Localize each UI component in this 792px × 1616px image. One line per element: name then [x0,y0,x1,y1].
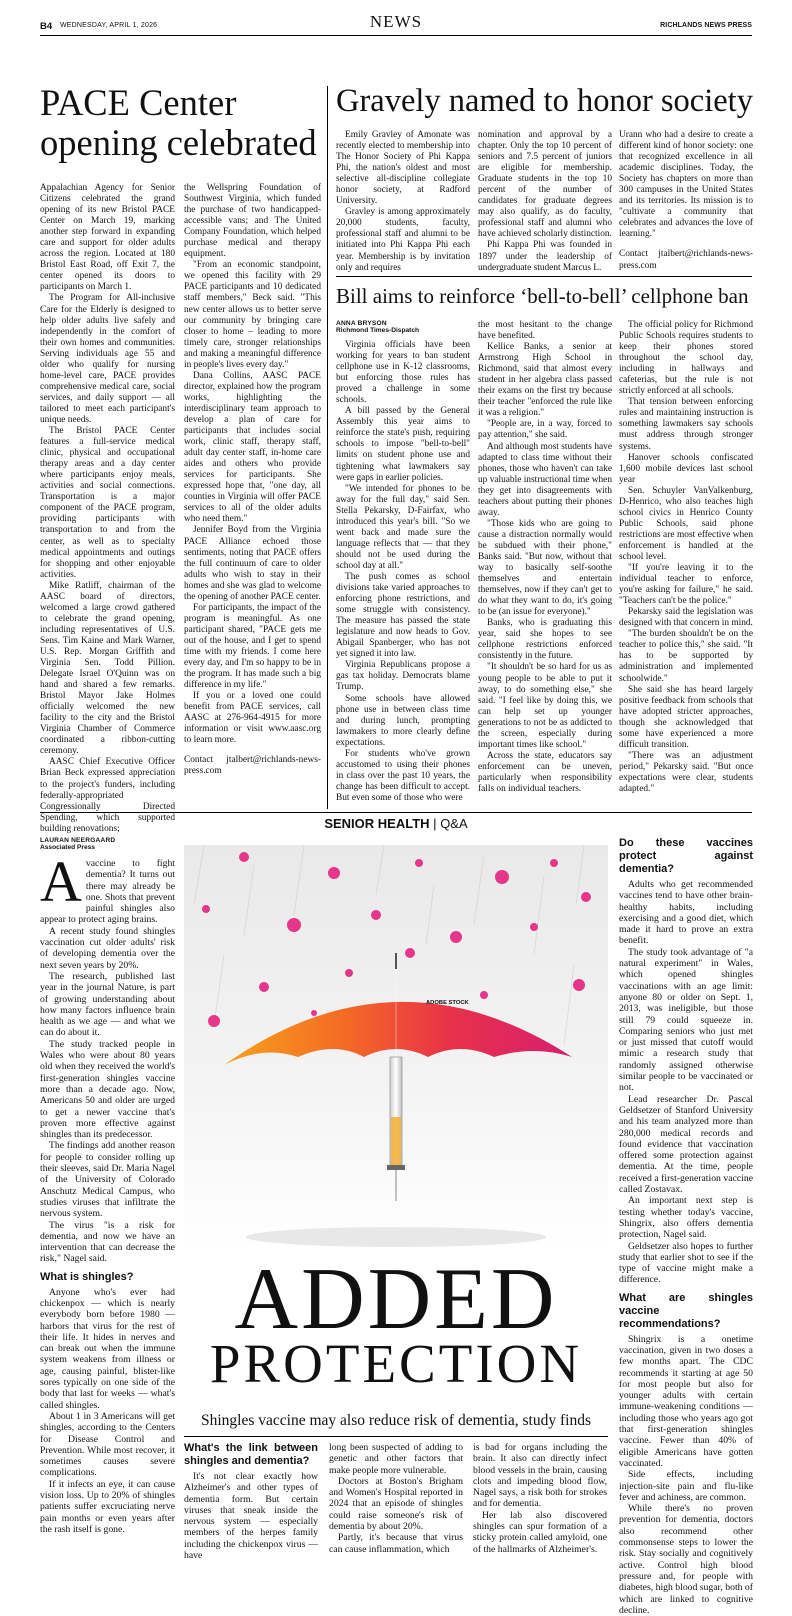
paragraph: The official policy for Richmond Public Schools requires students to keep their phones stored throughout the school day, including in hallways and cafeterias, but the rule is not strictly enforced at all schools. [619,320,753,397]
paragraph: Shingrix is a onetime vaccination, given in two doses a few months apart. The CDC recommends it starting at age 50 for most people but also for younger adults with certain immune-weakening conditions — including those who years ago got that first-generation shingles vaccine. Fewer than 40% of eligible Americans have gotten vaccinated. [619,1333,753,1469]
paragraph: Gravley is among approximately 20,000 students, faculty, professional staff and alumni to be initiated into Phi Kappa Phi each year. Membership is by invitation only and requires [336,207,470,273]
byline-name: LAURAN NEERGAARD [40,837,116,844]
paragraph: Across the state, educators say enforcement can be uneven, particularly when responsibility falls on individual teachers. [478,750,612,794]
photo-credit: ADOBE STOCK [426,1000,469,1006]
page-number: B4 [40,21,53,32]
newspaper-name: RICHLANDS NEWS PRESS [660,22,752,29]
paragraph: Lead researcher Dr. Pascal Geldsetzer of Stanford University and his team analyzed more than 280,000 medical records and found evidence that vaccination offered some protection against dementia. At the time, people received a first-generation vaccine called Zostavax. [619,1093,753,1196]
paragraph: That tension between enforcing rules and maintaining instruction is something lawmakers say schools must address through stronger systems. [619,397,753,452]
paragraph: The research, published last year in the journal Nature, is part of growing understanding about how many factors influence brain health as we age — and what we can do about it. [40,970,175,1039]
photo-illustration [184,845,608,1251]
lead-text: vaccine to fight dementia? It turns out there may already be one. Shots that prevent painful shingles also appear to protect aging brains. [40,858,175,926]
paragraph: long been suspected of adding to genetic and other factors that make people more vulnerable. [329,1442,463,1476]
paragraph: A recent study found shingles vaccination cut older adults' risk of developing dementia over the next seven years by 20%. [40,925,175,971]
paragraph: Hanover schools confiscated 1,600 mobile devices last school year [619,452,753,485]
paragraph: "People are, in a way, forced to pay attention," she said. [478,419,612,441]
paragraph: Dana Collins, AASC PACE director, explained how the program works, highlighting the interdisciplinary team approach to develop a plan of care for participants that includes social work, clinic staff, therapy staff, adult day center staff, in-home care aides and others who provide services for participants. She expressed hope that, "one day, all counties in Virginia will offer PACE services to all of the older adults who need them." [184,370,321,525]
paragraph: The push comes as school divisions take varied approaches to enforcing phone restrictions, and some struggle with consistency. The measure has passed the state legislature and now heads to Gov. Abigail Spanberger, who has not yet signed it into law. [336,571,470,660]
paragraph: nomination and approval by a chapter. Only the top 10 percent of seniors and 7.5 percent of juniors are eligible for membership. Graduate students in the top 10 percent of the number of candidates for graduate degrees may also qualify, as do faculty, professional staff and alumni who have achieved scholarly distinction. [478,130,612,240]
paragraph: Jennifer Boyd from the Virginia PACE Alliance echoed those sentiments, noting that PACE offers the full continuum of care to older adults who wish to stay in their homes and she was glad to welcome the opening of another PACE center. [184,525,321,602]
lead-paragraph [40,849,175,926]
pace-column-1 [40,183,175,835]
paragraph: Banks, who is graduating this year, said she hopes to see cellphone restrictions enforced consistently in the future. [478,618,612,662]
paragraph: Geldsetzer also hopes to further study that earlier shot to see if the type of vaccine might make a difference. [619,1240,753,1286]
section-title: NEWS [369,12,423,31]
paragraph: "The burden shouldn't be on the teacher to police this," she said. "It has to be supported by administration and implemented schoolwide." [619,629,753,684]
paragraph: It's not clear exactly how Alzheimer's and other types of dementia form. But certain viruses that sneak inside the nervous system — especially members of the herpes family including the chickenpox virus — have [184,1471,318,1562]
feature-headline-line-2: PROTECTION [209,1333,583,1394]
bill-column-1 [336,340,470,804]
paragraph: Mike Ratliff, chairman of the AASC board of directors, welcomed a large crowd gathered to celebrate the grand opening, including representatives of U.S. Sens. Tim Kaine and Mark Warner, U.S. Rep. Morgan Griffith and Virginia Sen. Todd Pillion. Delegate Israel O'Quinn was on hand and shared a few remarks. Bristol Mayor Jake Holmes officially welcomed the new facility to the city and the Bristol Virginia Chamber of Commerce coordinated a ribbon-cutting ceremony. [40,580,175,757]
contact-line: Contact jtalbert@richlands-news-press.com [184,755,321,777]
pace-column-2 [184,183,321,777]
bill-column-3 [619,320,753,795]
paragraph: The Bristol PACE Center features a full-service medical clinic, physical and occupational therapy areas and a day center where participants enjoy meals, activities and social connections. Transportation is a major component of the PACE program, providing participants with transportation to and from the center, as well as to specialty medical appointments and outings for shopping and other enjoyable activities. [40,426,175,580]
paragraph: The study tracked people in Wales who were about 80 years old when they received the world's first-generation shingles vaccine more than a decade ago. Now, Americans 50 and older are urged to get a newer vaccine that's proven more effective against shingles than its predecessor. [40,1038,175,1141]
page-date: WEDNESDAY, APRIL 1, 2026 [60,22,158,29]
paragraph: For students who've grown accustomed to using their phones in class over the past 10 years, the change has been difficult to accept. But even some of those who were [336,748,470,803]
contact-line: Contact jtalbert@richlands-news-press.com [619,249,753,271]
q2-column-1 [184,1440,318,1561]
paragraph: Doctors at Boston's Brigham and Women's Hospital reported in 2024 that an episode of shingles could raise someone's risk of dementia by about 20%. [329,1475,463,1533]
paragraph: For participants, the impact of the program is meaningful. As one participant shared, "PACE gets me out of the house, and I get to spend time with my friends. I come here every day, and I'm so happy to be in the program. It has made such a big difference in my life." [184,602,321,691]
column-divider [327,86,328,809]
section-divider [40,812,752,813]
story-divider [336,276,752,277]
paragraph: Sen. Schuyler VanValkenburg, D-Henrico, who also teaches high school civics in Henrico County Public Schools, said phone restrictions are most effective when enforcement is handled at the school level. [619,485,753,562]
paragraph: AASC Chief Executive Officer Brian Beck expressed appreciation to the project's funders, including federally-appropriated Congressionally Directed Spending, which supported building renovations; [40,757,175,834]
paragraph: Pekarsky said the legislation was designed with that concern in mind. [619,607,753,629]
bill-headline: Bill aims to reinforce ‘bell-to-bell’ cellphone ban [336,284,749,308]
paragraph: "We intended for phones to be away for the full day," said Sen. Stella Pekarsky, D-Fairfax, who introduced this year's bill. "So we went back and made sure the language reflects that — that they should not be used during the school day at all." [336,483,470,571]
masthead [40,10,752,36]
paragraph: "If you're leaving it to the individual teacher to enforce, you're asking for failure," he said. "Teachers can't be the police." [619,563,753,607]
question-heading: What's the link between shingles and dementia? [184,1442,318,1467]
senior-health-label [0,816,792,831]
q2-column-3 [473,1442,607,1555]
paragraph: And although most students have adapted to class time without their phones, those who haven't can take up valuable instructional time when they get into disagreements with teachers about putting their phones away. [478,441,612,518]
paragraph: Anyone who's ever had chickenpox — which is nearly everybody born before 1980 — harbors that virus for the rest of their life. It hides in nerves and can break out when the immune system weakens from illness or age, causing painful, blister-like sores typically on one side of the body that last for weeks — what's called shingles. [40,1286,175,1411]
paragraph: Urann who had a desire to create a different kind of honor society: one that recognized excellence in all academic disciplines. Today, the Society has chapters on more than 300 campuses in the United States and its territories. Its mission is to "cultivate a community that celebrates and advances the love of learning." [619,130,753,240]
paragraph: Emily Gravley of Amonate was recently elected to membership into The Honor Society of Phi Kappa Phi, the nation's oldest and most selective all-discipline collegiate honor society, at Radford University. [336,130,470,207]
paragraph: Adults who get recommended vaccines tend to have other brain-healthy habits, including exercising and a good diet, which made it hard to prove an extra benefit. [619,879,753,947]
paragraph: Her lab also discovered shingles can spur formation of a sticky protein called amyloid, one of the hallmarks of Alzheimer's. [473,1509,607,1555]
senior-left-column [40,849,175,1535]
paragraph: "From an economic standpoint, we opened this facility with 29 PACE participants and 10 dedicated staff members," Beck said. "This new center allows us to better serve our community by bringing care closer to home – leading to more timely care, stronger relationships and making a meaningful difference in people's lives every day." [184,260,321,370]
question-heading: Do these vaccines protect against dementia? [619,837,753,875]
tagline-rule [184,1436,608,1437]
question-heading: What are shingles vaccine recommendations? [619,1291,753,1330]
feature-tagline: Shingles vaccine may also reduce risk of dementia, study finds [201,1412,591,1429]
paragraph: Phi Kappa Phi was founded in 1897 under the leadership of undergraduate student Marcus L. [478,240,612,273]
label-separator: | [433,816,437,831]
senior-right-column [619,837,753,1616]
paragraph: Appalachian Agency for Senior Citizens celebrated the grand opening of its new Bristol PACE Center on March 19, marking another step forward in expanding care and support for older adults across the region. Located at 180 Bristol East Road, off Exit 7, the center opened its doors to participants on March 1. [40,183,175,293]
bill-column-2 [478,320,612,795]
paragraph: "There was an adjustment period," Pekarsky said. "But once expectations were clear, students adapted." [619,750,753,794]
gravely-column-1 [336,130,470,274]
paragraph: Some schools have allowed phone use in between class time and during lunch, prompting lawmakers to more clearly define expectations. [336,693,470,748]
paragraph: About 1 in 3 Americans will get shingles, according to the Centers for Disease Control and Prevention. While most recover, it sometimes causes severe complications. [40,1410,175,1479]
paragraph: Virginia Republicans propose a gas tax holiday. Democrats blame Trump. [336,660,470,693]
gravely-column-2 [478,130,612,274]
section-sublabel: Q&A [440,816,468,831]
paragraph: An important next step is testing whether today's vaccine, Shingrix, also offers dementia protection, Nagel said. [619,1195,753,1241]
pace-headline: PACE Center opening celebrated [40,82,317,163]
paragraph: is bad for organs including the brain. It also can directly infect blood vessels in the brain, causing clots and impeding blood flow, Nagel says, a risk both for strokes and for dementia. [473,1442,607,1510]
paragraph: Virginia officials have been working for years to ban student cellphone use in K-12 classrooms, but enforcing those rules has proved a challenge in some schools. [336,340,470,406]
q2-column-2 [329,1442,463,1555]
bill-byline [336,320,470,334]
paragraph: The virus "is a risk for dementia, and now we have an intervention that can decrease the risk," Nagel said. [40,1219,175,1265]
paragraph: If it infects an eye, it can cause vision loss. Up to 20% of shingles patients suffer excruciating nerve pain months or even years after the rash itself is gone. [40,1478,175,1535]
question-heading: What is shingles? [40,1270,134,1283]
feature-headline-line-1: ADDED [234,1251,558,1348]
paragraph: A bill passed by the General Assembly this year aims to reinforce the state's push, requiring schools to impose "bell-to-bell" limits on student phone use and tightening what lawmakers say were gaps in earlier policies. [336,406,470,483]
paragraph: The study took advantage of "a natural experiment" in Wales, which opened shingles vaccinations with an age limit: anyone 80 or older on Sept. 1, 2013, was ineligible, but those still 79 could squeeze in. Comparing seniors who just met or just missed that cutoff would mimic a research study that randomly assigned otherwise similar people to be vaccinated or not. [619,946,753,1094]
drop-cap: A [40,849,82,914]
gravely-column-3 [619,130,753,272]
gravely-headline: Gravely named to honor society [336,83,753,119]
paragraph: Kellice Banks, a senior at Armstrong High School in Richmond, said that almost every student in her algebra class passed their exams on the first try because their teacher "enforced the rule like it was a religion." [478,342,612,419]
paragraph: Side effects, including injection-site pain and flu-like fever and achiness, are common. [619,1469,753,1503]
byline-name: ANNA BRYSON [336,320,387,327]
umbrella-syringe-photo [184,845,608,1251]
byline-org: Richmond Times-Dispatch [336,327,420,334]
paragraph: "It shouldn't be so hard for us as young people to be able to put it away, to do something else," she said. "I feel like by doing this, we can help set up younger generations to not be as addicted to the screen, especially during important times like school." [478,662,612,750]
paragraph: "Those kids who are going to cause a distraction normally would be subdued with their phone," Banks said. "But now, without that way to basically self-soothe themselves and entertain themselves, now if they can't get to do what they want to do, it's going to be (an issue for everyone)." [478,518,612,618]
paragraph: The findings add another reason for people to consider rolling up their sleeves, said Dr. Maria Nagel of the University of Colorado Anschutz Medical Campus, who studies viruses that infiltrate the nervous system. [40,1140,175,1220]
paragraph: She said she has heard largely positive feedback from schools that have adopted stricter approaches, though she acknowledged that some have experienced a more difficult transition. [619,684,753,750]
byline-org: Associated Press [40,844,95,851]
paragraph: the most hesitant to the change have benefited. [478,320,612,342]
paragraph: The Program for All-inclusive Care for the Elderly is designed to help older adults live safely and independently in the comfort of their own homes and communities. Serving individuals age 55 and older who qualify for nursing home-level care, PACE provides comprehensive medical care, social services, and daily support — all tailored to meet each participant's unique needs. [40,293,175,425]
paragraph: If you or a loved one could benefit from PACE services, call AASC at 276-964-4915 for more information or visit www.aasc.org to learn more. [184,691,321,746]
section-label: SENIOR HEALTH [324,816,430,831]
paragraph: While there's no proven prevention for dementia, doctors also recommend other commonsense steps to lower the risk. Stay socially and cognitively active. Control high blood pressure and, for people with diabetes, high blood sugar, both of which are linked to cognitive decline. [619,1503,753,1616]
paragraph: Partly, it's because that virus can cause inflammation, which [329,1532,463,1555]
paragraph: the Wellspring Foundation of Southwest Virginia, which funded the purchase of two handicapped-accessible vans; and The United Company Foundation, which helped purchase medical and therapy equipment. [184,183,321,260]
